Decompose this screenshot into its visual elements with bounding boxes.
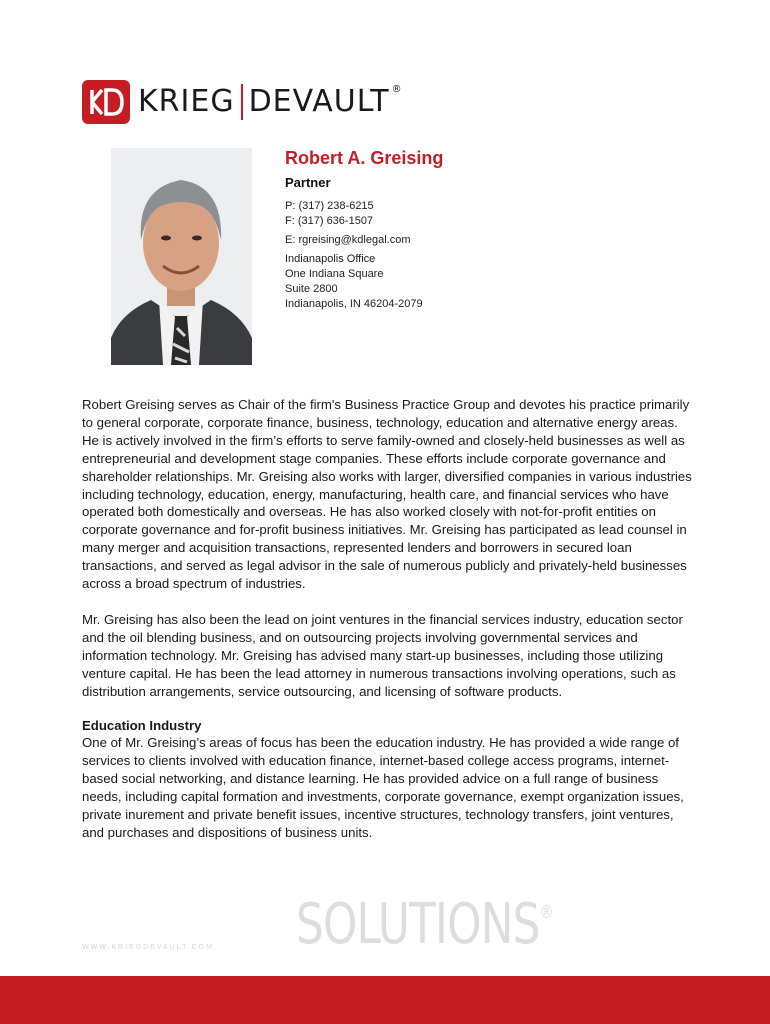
footer-bar (0, 976, 770, 1024)
logo-word-krieg: KRIEG (138, 83, 235, 119)
fax-number: F: (317) 636-1507 (285, 215, 374, 227)
profile-photo (111, 148, 252, 365)
logo-wordmark (138, 84, 403, 121)
logo-divider (241, 84, 243, 120)
solutions-watermark (296, 892, 553, 957)
address-line-2: Suite 2800 (285, 283, 338, 295)
attorney-title: Partner (285, 175, 331, 190)
bio-paragraph-2: Mr. Greising has also been the lead on joint ventures in the financial services industry, education sector and the oil blending business, and on outsourcing projects involving governmental services and information technology. Mr. Greising has advised many start-up businesses, including those utilizing venture capital. He has been the lead attorney in numerous transactions involving operations, such as distribution arrangements, service outsourcing, and licensing of software products. (82, 611, 683, 699)
logo-word-devault: DEVAULT (248, 83, 390, 119)
address-line-1: One Indiana Square (285, 268, 384, 280)
website-url[interactable]: WWW.KRIEGDEVAULT.COM (82, 944, 214, 951)
kd-logo-icon (82, 80, 130, 124)
portrait-image (111, 148, 252, 365)
education-paragraph: One of Mr. Greising’s areas of focus has been the education industry. He has provided a wide range of services to clients involved with education finance, internet-based college access programs, internet-based social networking, and distance learning. He has provided advice on a full range of business needs, including capital formation and investments, corporate governance, exempt organization issues, private inurement and private benefit issues, incentive structures, technology transfers, joint ventures, and purchases and dispositions of business units. (82, 735, 684, 840)
bio-paragraph-1: Robert Greising serves as Chair of the firm's Business Practice Group and devotes his practice primarily to general corporate, corporate finance, business, technology, education and alternative energy areas. He is actively involved in the firm’s efforts to serve family-owned and closely-held businesses as well as entrepreneurial and development stage companies. These efforts include corporate governance and shareholder relationships. Mr. Greising also works with larger, diversified companies in various industries including technology, education, energy, manufacturing, health care, and financial services who have operated both domestically and overseas. He has also worked closely with not-for-profit entities on corporate governance and for-profit business initiatives. Mr. Greising has participated as lead counsel in many merger and acquisition transactions, represented lenders and borrowers in secured loan transactions, and served as legal advisor in the sale of numerous publicly and privately-held businesses across a broad spectrum of industries. (82, 397, 692, 592)
krieg-devault-logo (82, 80, 403, 124)
contact-block (285, 148, 443, 312)
attorney-name: Robert A. Greising (285, 148, 444, 168)
logo-registered-mark: ® (391, 83, 403, 95)
email-link[interactable]: E: rgreising@kdlegal.com (285, 234, 411, 246)
education-heading: Education Industry (82, 717, 202, 733)
solutions-text: SOLUTIONS (296, 892, 540, 957)
office-name: Indianapolis Office (285, 253, 376, 265)
phone-number: P: (317) 238-6215 (285, 200, 374, 212)
solutions-registered-mark: ® (539, 902, 553, 923)
address-line-3: Indianapolis, IN 46204-2079 (285, 298, 423, 310)
biography (82, 396, 692, 860)
